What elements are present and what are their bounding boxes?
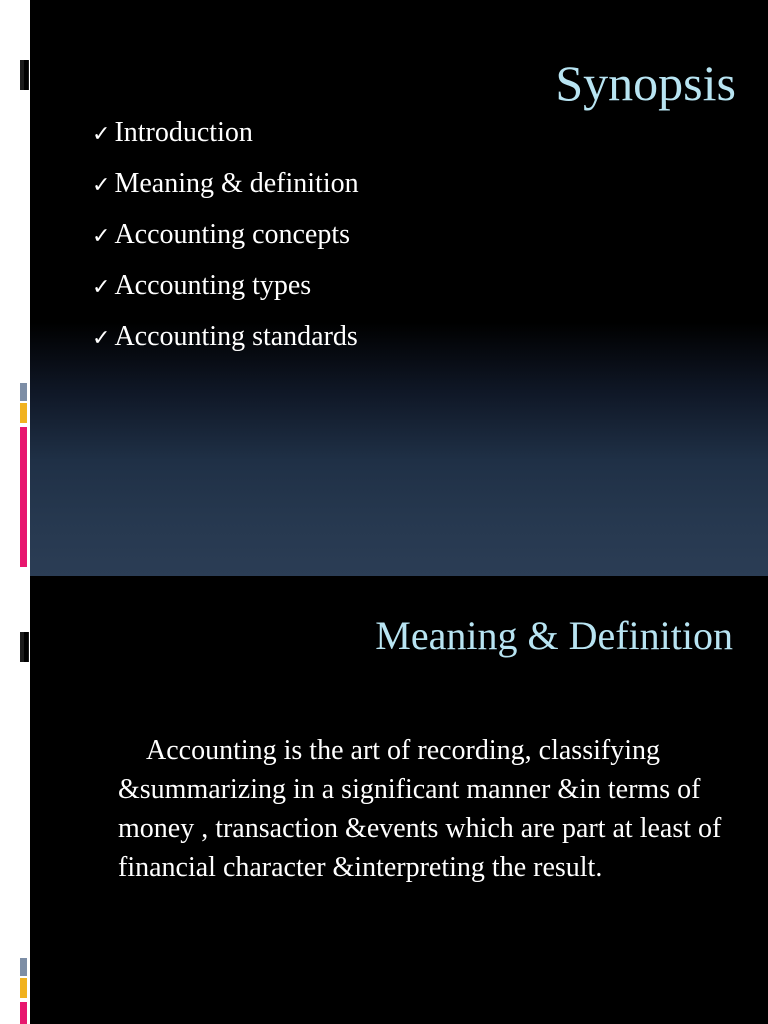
slide-meaning-definition (30, 576, 768, 1024)
edge-bar-yellow (20, 403, 27, 423)
list-item-label: Meaning & definition (114, 168, 359, 199)
list-item (92, 312, 359, 363)
list-item (92, 159, 359, 210)
checkmark-icon: ✓ (92, 326, 111, 351)
checkmark-icon: ✓ (92, 122, 111, 147)
edge-bar-pink (20, 1002, 27, 1024)
list-item-label: Accounting concepts (114, 219, 351, 250)
slide-synopsis (30, 0, 768, 576)
list-item-label: Accounting standards (114, 321, 358, 352)
list-item-label: Introduction (114, 117, 253, 148)
checkmark-icon: ✓ (92, 275, 111, 300)
checkmark-icon: ✓ (92, 224, 111, 249)
edge-bar-blue (20, 383, 27, 401)
list-item-label: Accounting types (114, 270, 312, 301)
checkmark-icon: ✓ (92, 173, 111, 198)
edge-bar-yellow (20, 978, 27, 998)
edge-bar-inner (24, 632, 28, 662)
list-item (92, 210, 359, 261)
list-item (92, 108, 359, 159)
edge-bar-blue (20, 958, 27, 976)
edge-bar-pink (20, 427, 27, 567)
body-paragraph: Accounting is the art of recording, classifying &summarizing in a significant manner &in terms of money , transaction &events which are part at least of financial character &interpreting the result. (118, 735, 722, 883)
list-item (92, 261, 359, 312)
slide-title: Synopsis (555, 55, 736, 111)
bullet-list (92, 108, 359, 363)
slide-title: Meaning & Definition (375, 613, 733, 658)
edge-bar-inner (24, 60, 28, 90)
